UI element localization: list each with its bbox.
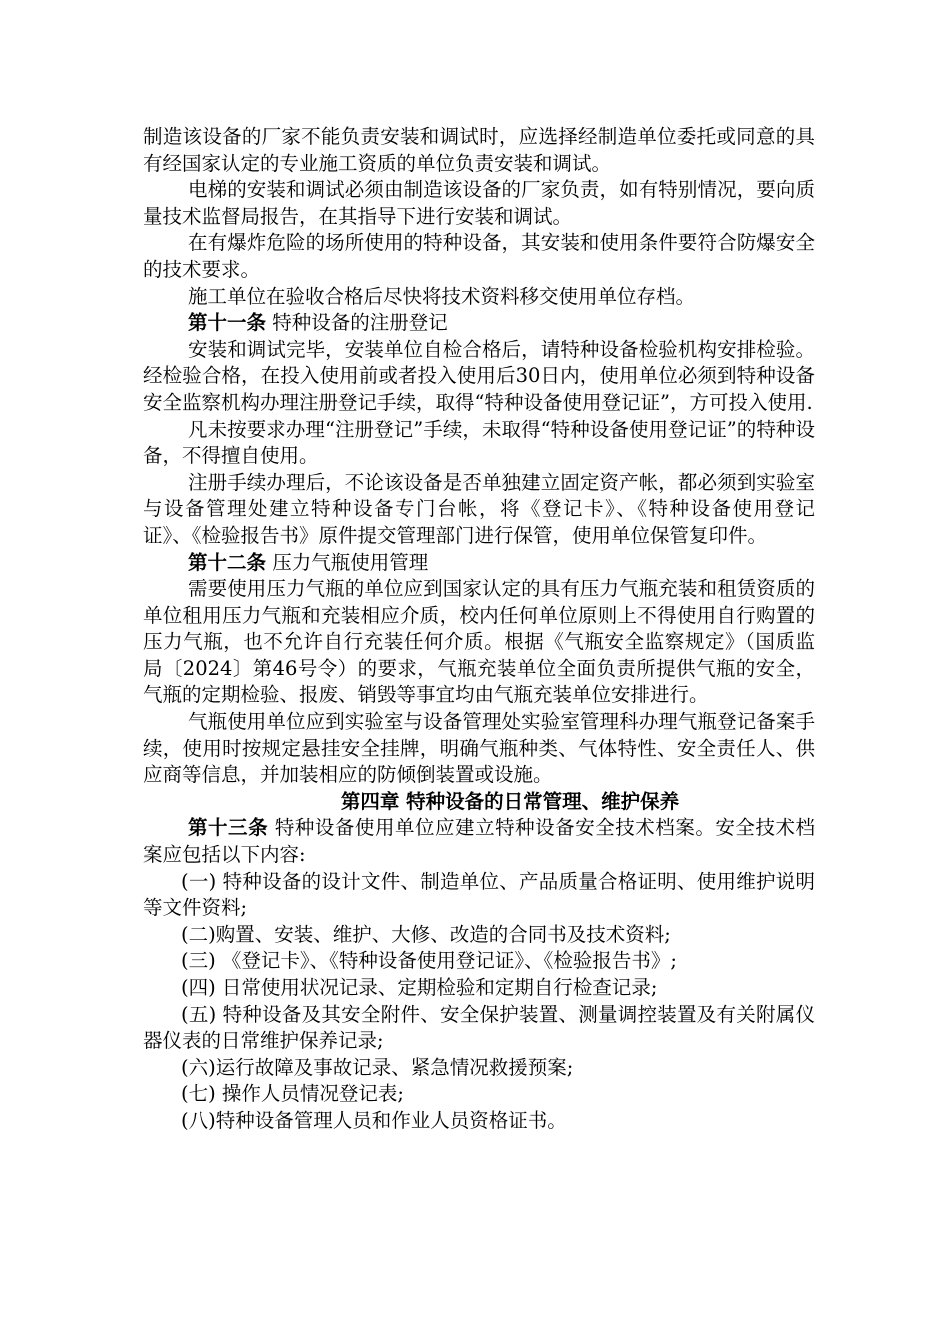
- article-number: 第十一条: [188, 311, 267, 335]
- article-text: 特种设备使用单位应建立特种设备安全技术档案。安全技术档案应包括以下内容:: [143, 816, 815, 867]
- chapter-heading: 第四章 特种设备的日常管理、维护保养: [340, 789, 680, 813]
- paragraph: 在有爆炸危险的场所使用的特种设备，其安装和使用条件要符合防爆安全的技术要求。: [143, 231, 815, 281]
- paragraph: 施工单位在验收合格后尽快将技术资料移交使用单位存档。: [188, 284, 696, 308]
- list-item: (三) 《登记卡》、《特种设备使用登记证》、《检验报告书》;: [181, 949, 677, 973]
- paragraph: 注册手续办理后，不论该设备是否单独建立固定资产帐，都必须到实验室与设备管理处建立特种设备专门台帐，将《登记卡》、《特种设备使用登记证》、《检验报告书》原件提交管理部门进行保管，使用单位保管复印件。: [143, 470, 815, 547]
- list-item: (六)运行故障及事故记录、紧急情况救援预案;: [181, 1055, 574, 1079]
- document-body: [143, 124, 815, 1135]
- article-title: 特种设备的注册登记: [266, 311, 448, 335]
- paragraph: 电梯的安装和调试必须由制造该设备的厂家负责，如有特别情况，要向质量技术监督局报告，在其指导下进行安装和调试。: [143, 178, 815, 228]
- article-11-heading: [143, 310, 815, 337]
- list-item: (五) 特种设备及其安全附件、安全保护装置、测量调控装置及有关附属仪器仪表的日常维护保养记录;: [143, 1002, 815, 1053]
- article-13: [143, 815, 815, 868]
- paragraph: 气瓶使用单位应到实验室与设备管理处实验室管理科办理气瓶登记备案手续，使用时按规定悬挂安全挂牌，明确气瓶种类、气体特性、安全责任人、供应商等信息，并加装相应的防倾倒装置或设施。: [143, 710, 815, 787]
- paragraph: 凡未按要求办理“注册登记”手续，未取得“特种设备使用登记证”的特种设备，不得擅自使用。: [143, 417, 815, 468]
- list-item: (七) 操作人员情况登记表;: [181, 1082, 404, 1106]
- list-item: (八)特种设备管理人员和作业人员资格证书。: [181, 1108, 567, 1132]
- list-item: (四) 日常使用状况记录、定期检验和定期自行检查记录;: [181, 976, 658, 999]
- article-12-heading: [143, 550, 815, 577]
- paragraph: 制造该设备的厂家不能负责安装和调试时，应选择经制造单位委托或同意的具有经国家认定的专业施工资质的单位负责安装和调试。: [143, 125, 815, 175]
- paragraph: 安装和调试完毕，安装单位自检合格后，请特种设备检验机构安排检验。经检验合格，在投入使用前或者投入使用后30日内，使用单位必须到特种设备安全监察机构办理注册登记手续，取得“特种设备使用登记证”，方可投入使用.: [143, 337, 815, 414]
- list-item: (一) 特种设备的设计文件、制造单位、产品质量合格证明、使用维护说明等文件资料;: [143, 869, 815, 920]
- paragraph: 需要使用压力气瓶的单位应到国家认定的具有压力气瓶充装和租赁资质的单位租用压力气瓶和充装相应介质，校内任何单位原则上不得使用自行购置的压力气瓶，也不允许自行充装任何介质。根据《气瓶安全监察规定》（国质监局〔2024〕第46号令）的要求，气瓶充装单位全面负责所提供气瓶的安全，气瓶的定期检验、报废、销毁等事宜均由气瓶充装单位安排进行。: [143, 577, 815, 707]
- article-title: 压力气瓶使用管理: [266, 550, 429, 574]
- article-number: 第十三条: [188, 816, 269, 840]
- list-item: (二)购置、安装、维护、大修、改造的合同书及技术资料;: [181, 922, 671, 946]
- article-number: 第十二条: [188, 550, 267, 574]
